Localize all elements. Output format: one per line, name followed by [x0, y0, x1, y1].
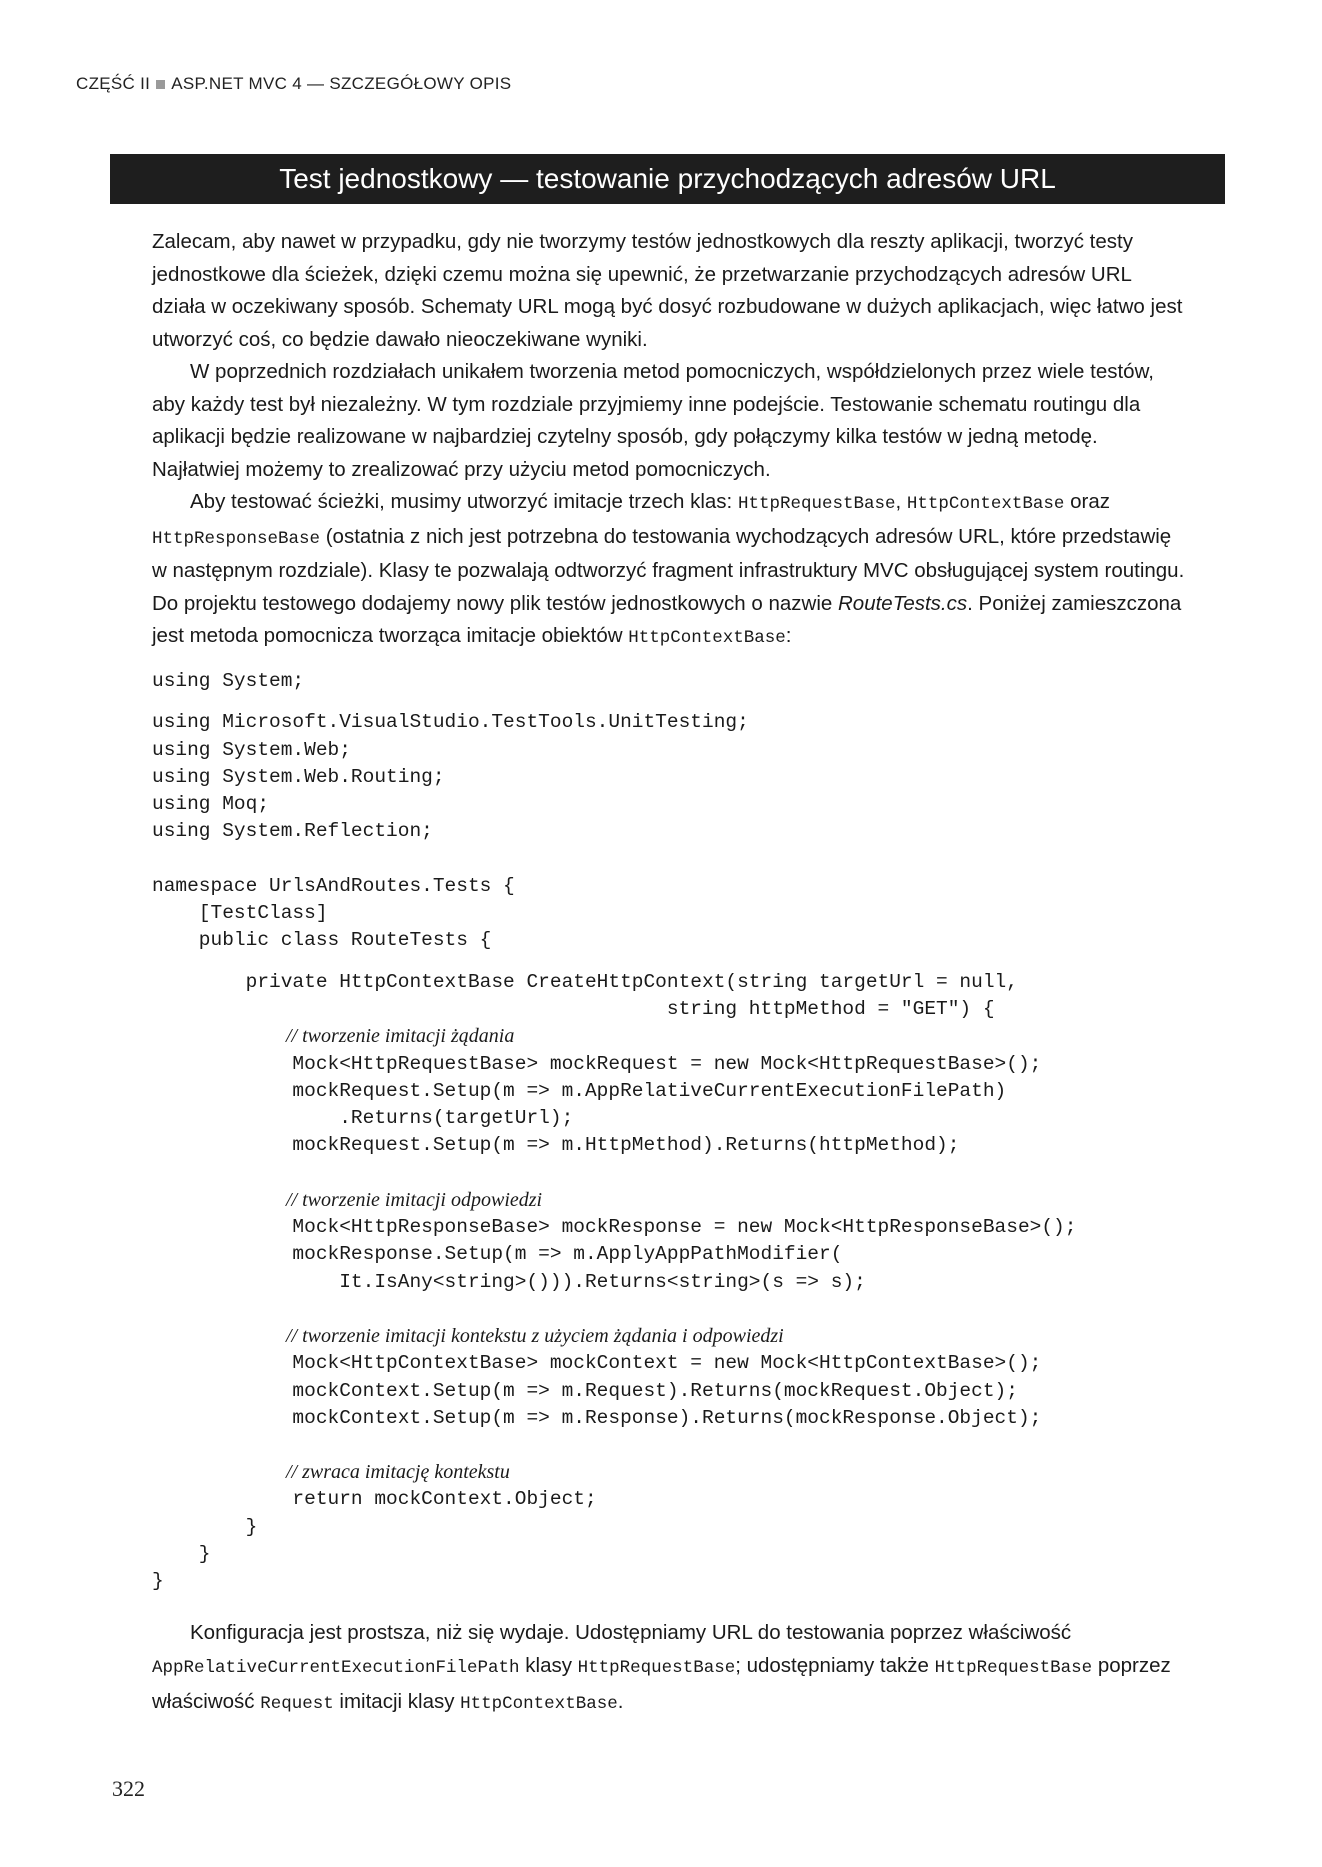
- code-line: [TestClass]: [152, 902, 328, 925]
- code-line: }: [152, 1515, 258, 1538]
- code-spacer: [152, 1160, 1192, 1187]
- code-line: }: [152, 1570, 164, 1593]
- code-line: mockRequest.Setup(m => m.HttpMethod).Returns(httpMethod);: [152, 1134, 960, 1157]
- code-spacer: [152, 955, 1192, 969]
- header-part: CZĘŚĆ II: [76, 74, 151, 93]
- code-line: using System.Web;: [152, 738, 351, 761]
- code-comment: // tworzenie imitacji kontekstu z użyciem żądania i odpowiedzi: [286, 1324, 784, 1347]
- page-number: 322: [112, 1776, 145, 1801]
- code-listing: [152, 668, 1192, 1596]
- inline-code: HttpRequestBase: [577, 1658, 736, 1678]
- inline-code: HttpRequestBase: [737, 494, 896, 514]
- body-text: [152, 226, 1187, 655]
- code-line: using Moq;: [152, 793, 270, 816]
- closing-text-part: klasy: [519, 1654, 578, 1677]
- closing-text-part: .: [617, 1690, 624, 1713]
- paragraph-3-text: Aby testować ścieżki, musimy utworzyć imitacje trzech klas:: [190, 490, 738, 513]
- code-line: mockContext.Setup(m => m.Request).Returns(mockRequest.Object);: [152, 1379, 1018, 1402]
- code-line: public class RouteTests {: [152, 929, 492, 952]
- code-comment: // tworzenie imitacji żądania: [286, 1025, 515, 1048]
- inline-code: HttpRequestBase: [934, 1658, 1093, 1678]
- code-line: using System.Reflection;: [152, 820, 433, 843]
- code-spacer: [152, 695, 1192, 709]
- inline-code: HttpContextBase: [628, 628, 786, 648]
- closing-text-part: Konfiguracja jest prostsza, niż się wydaje. Udostępniamy URL do testowania poprzez właściwość: [190, 1621, 1072, 1644]
- inline-code: HttpResponseBase: [152, 528, 321, 549]
- code-line: using System;: [152, 670, 305, 692]
- section-banner: [110, 154, 1225, 204]
- paragraph-2: W poprzednich rozdziałach unikałem tworzenia metod pomocniczych, współdzielonych przez wiele testów, aby każdy test był niezależny. W tym rozdziale przyjmiemy inne podejście. Testowanie schematu routingu dla aplikacji będzie realizowane w najbardziej czytelny sposób, gdy połączymy kilka testów w jedną metodę. Najłatwiej możemy to zrealizować przy użyciu metod pomocniczych.: [152, 360, 1154, 481]
- paragraph-3-text: ,: [895, 490, 907, 513]
- code-spacer: [152, 1296, 1192, 1323]
- code-line: return mockContext.Object;: [152, 1488, 597, 1511]
- code-line: private HttpContextBase CreateHttpContext(string targetUrl = null,: [152, 970, 1018, 993]
- header-title: ASP.NET MVC 4 — SZCZEGÓŁOWY OPIS: [171, 74, 512, 93]
- code-comment: // zwraca imitację kontekstu: [286, 1461, 510, 1484]
- code-spacer: [152, 1432, 1192, 1459]
- running-header: [76, 74, 511, 94]
- code-line: using System.Web.Routing;: [152, 765, 445, 788]
- inline-code: AppRelativeCurrentExecutionFilePath: [152, 1658, 520, 1678]
- paragraph-3-text: . Poniżej zamieszczona jest metoda pomocnicza tworząca imitacje obiektów: [152, 591, 1182, 647]
- code-line: Mock<HttpContextBase> mockContext = new Mock<HttpContextBase>();: [152, 1352, 1042, 1375]
- paragraph-3-text: oraz: [1064, 490, 1110, 513]
- code-line: Mock<HttpRequestBase> mockRequest = new Mock<HttpRequestBase>();: [152, 1052, 1042, 1075]
- inline-code: HttpContextBase: [906, 494, 1065, 514]
- separator-square-icon: [156, 80, 165, 89]
- closing-paragraph: [152, 1616, 1187, 1721]
- paragraph-3-text: (ostatnia z nich jest potrzebna do testowania wychodzących adresów URL, które przedstawię w następnym rozdziale). Klasy te pozwalają odtworzyć fragment infrastruktury MVC obsługującej system routingu. Do projektu testowego dodajemy nowy plik testów jednostkowych o nazwie: [152, 524, 1185, 615]
- code-comment: // tworzenie imitacji odpowiedzi: [286, 1188, 543, 1211]
- code-line: }: [152, 1543, 211, 1566]
- inline-code: Request: [260, 1694, 334, 1714]
- code-line: mockRequest.Setup(m => m.AppRelativeCurrentExecutionFilePath): [152, 1079, 1007, 1102]
- file-name: RouteTests.cs: [837, 591, 968, 615]
- paragraph-3-text: :: [785, 624, 792, 647]
- banner-title: Test jednostkowy — testowanie przychodzących adresów URL: [279, 163, 1056, 194]
- closing-text-part: imitacji klasy: [333, 1690, 461, 1713]
- code-line: .Returns(targetUrl);: [152, 1107, 574, 1130]
- paragraph-1: Zalecam, aby nawet w przypadku, gdy nie tworzymy testów jednostkowych dla reszty aplikacji, tworzyć testy jednostkowe dla ścieżek, dzięki czemu można się upewnić, że przetwarzanie przychodzących adresów URL działa w oczekiwany sposób. Schematy URL mogą być dosyć rozbudowane w dużych aplikacjach, więc łatwo jest utworzyć coś, co będzie dawało nieoczekiwane wyniki.: [152, 230, 1183, 351]
- closing-text: [152, 1616, 1187, 1721]
- code-spacer: [152, 846, 1192, 873]
- code-line: using Microsoft.VisualStudio.TestTools.UnitTesting;: [152, 711, 749, 734]
- code-line: string httpMethod = "GET") {: [152, 997, 995, 1020]
- inline-code: HttpContextBase: [460, 1694, 618, 1714]
- paragraph-3: [152, 486, 1187, 655]
- code-line: It.IsAny<string>())).Returns<string>(s => s);: [152, 1270, 866, 1293]
- code-line: namespace UrlsAndRoutes.Tests {: [152, 874, 515, 897]
- code-line: mockContext.Setup(m => m.Response).Returns(mockResponse.Object);: [152, 1406, 1042, 1429]
- closing-text-part: ; udostępniamy także: [735, 1654, 935, 1677]
- closing-text-part: poprzez właściwość: [152, 1654, 1171, 1713]
- code-line: Mock<HttpResponseBase> mockResponse = new Mock<HttpResponseBase>();: [152, 1216, 1077, 1239]
- code-line: mockResponse.Setup(m => m.ApplyAppPathModifier(: [152, 1243, 843, 1266]
